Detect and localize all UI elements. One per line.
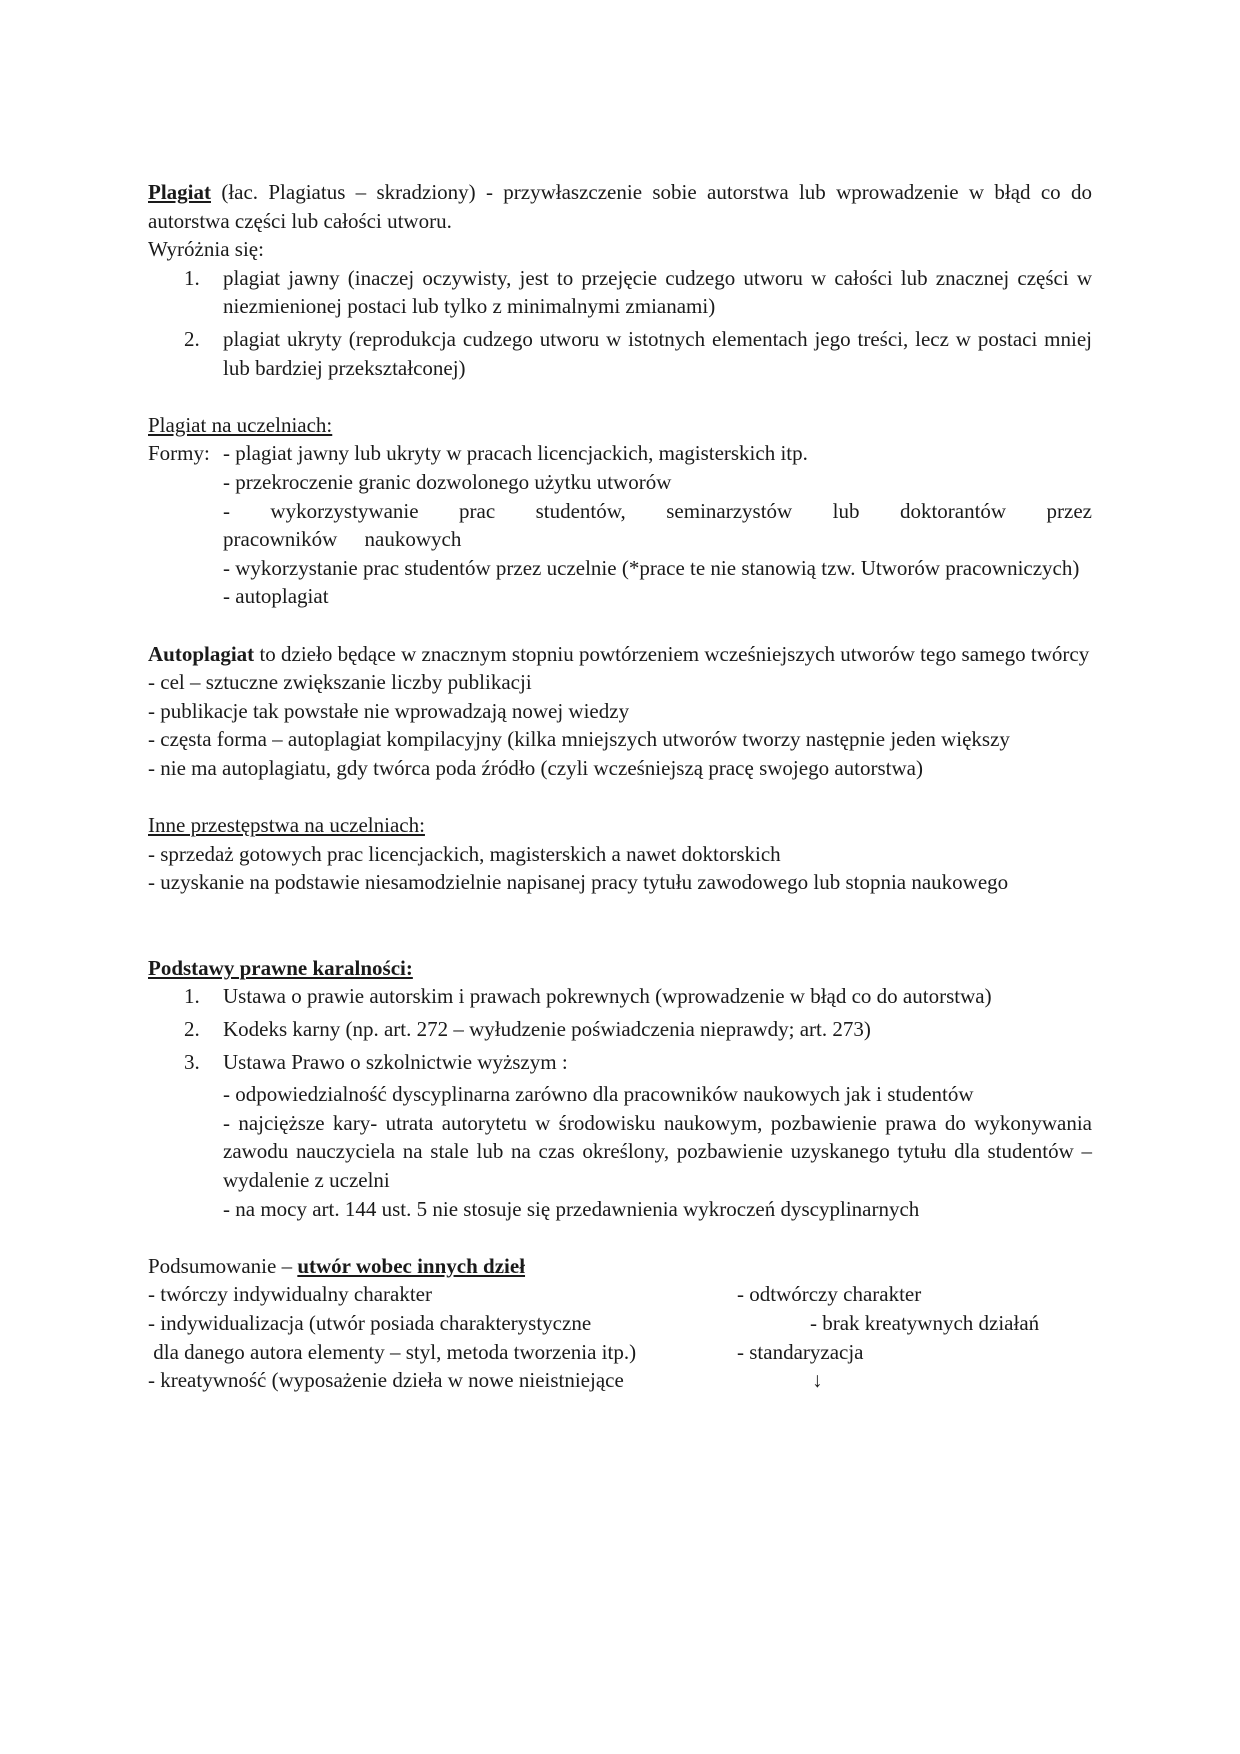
autoplagiat-point: - częsta forma – autoplagiat kompilacyjny (kilka mniejszych utworów tworzy następnie jeden większy (148, 727, 1010, 752)
term-autoplagiat: Autoplagiat (148, 641, 255, 666)
forms-item: - plagiat jawny lub ukryty w pracach licencjackich, magisterskich itp. (223, 441, 808, 466)
document-body (148, 178, 1092, 1395)
list-text: Ustawa Prawo o szkolnictwie wyższym : (223, 1049, 568, 1074)
section-heading-uczelnie: Plagiat na uczelniach: (148, 412, 333, 437)
list-text: plagiat jawny (inaczej oczywisty, jest to przejęcie cudzego utworu w całości lub znacznej części w niezmienionej postaci lub tylko z minimalnymi zmianami) (223, 265, 1092, 319)
spacer (148, 897, 1092, 954)
summary-label: Podsumowanie – (148, 1253, 298, 1278)
list-number: 2. (184, 326, 200, 351)
plagiat-types-list (148, 264, 1092, 382)
forms-item: - autoplagiat (223, 584, 329, 609)
section-heading-inne: Inne przestępstwa na uczelniach: (148, 813, 425, 838)
list-item (148, 982, 1092, 1011)
section-heading-podstawy: Podstawy prawne karalności: (148, 955, 413, 980)
list-number: 1. (184, 265, 200, 290)
summary-row (148, 1309, 1092, 1338)
summary-right: - standaryzacja (737, 1339, 864, 1364)
list-item (148, 1048, 1092, 1077)
inne-point: - sprzedaż gotowych prac licencjackich, magisterskich a nawet doktorskich (148, 841, 781, 866)
summary-left: - twórczy indywidualny charakter (148, 1282, 432, 1307)
list-item (148, 264, 1092, 321)
podstawy-subpoints (148, 1080, 1092, 1223)
autoplagiat-point: - publikacje tak powstałe nie wprowadzają nowej wiedzy (148, 698, 630, 723)
spacer (148, 782, 1092, 811)
summary-row (148, 1280, 1092, 1309)
podstawy-subpoint: - najcięższe kary- utrata autorytetu w środowisku naukowym, pozbawienie prawa do wykonywania zawodu nauczyciela na stale lub na czas określony, pozbawienie uzyskanego tytułu dla studentów – wydalenie z uczelni (223, 1110, 1092, 1192)
spacer (148, 611, 1092, 640)
distinguish-label: Wyróżnia się: (148, 237, 264, 262)
autoplagiat-point: - nie ma autoplagiatu, gdy twórca poda źródło (czyli wcześniejszą pracę swojego autorstwa) (148, 755, 923, 780)
list-item (148, 1015, 1092, 1044)
term-plagiat: Plagiat (148, 180, 211, 204)
inne-point: - uzyskanie na podstawie niesamodzielnie napisanej pracy tytułu zawodowego lub stopnia naukowego (148, 870, 1009, 895)
forms-label: Formy: (148, 441, 210, 466)
autoplagiat-definition (148, 640, 1092, 669)
forms-item: - wykorzystanie prac studentów przez uczelnie (*prace te nie stanowią tzw. Utworów pracowniczych) (223, 555, 1080, 580)
forms-row (148, 439, 1092, 468)
summary-left: - kreatywność (wyposażenie dzieła w nowe nieistniejące (148, 1368, 624, 1393)
list-item (148, 325, 1092, 382)
spacer (148, 382, 1092, 411)
summary-right: - odtwórczy charakter (737, 1282, 922, 1307)
list-number: 1. (184, 984, 200, 1009)
forms-item: - przekroczenie granic dozwolonego użytku utworów (223, 469, 672, 494)
summary-row (148, 1366, 1092, 1395)
list-text: Ustawa o prawie autorskim i prawach pokrewnych (wprowadzenie w błąd co do autorstwa) (223, 984, 992, 1009)
spacer (148, 1223, 1092, 1252)
podstawy-subpoint: - odpowiedzialność dyscyplinarna zarówno dla pracowników naukowych jak i studentów (223, 1082, 974, 1107)
summary-left: - indywidualizacja (utwór posiada charakterystyczne (148, 1310, 592, 1335)
summary-row (148, 1338, 1092, 1367)
summary-heading (148, 1252, 1092, 1281)
summary-left: dla danego autora elementy – styl, metoda tworzenia itp.) (148, 1339, 637, 1364)
list-number: 2. (184, 1017, 200, 1042)
autoplagiat-point: - cel – sztuczne zwiększanie liczby publikacji (148, 670, 532, 695)
forms-item: - wykorzystywanie prac studentów, seminarzystów lub doktorantów przez pracowników naukowych (223, 498, 1092, 552)
arrow-down-icon: ↓ (812, 1368, 823, 1393)
autoplagiat-definition-text: to dzieło będące w znacznym stopniu powtórzeniem wcześniejszych utworów tego samego twórcy (254, 641, 1090, 666)
list-number: 3. (184, 1049, 200, 1074)
list-text: plagiat ukryty (reprodukcja cudzego utworu w istotnych elementach jego treści, lecz w postaci mniej lub bardziej przekształconej) (223, 326, 1092, 380)
summary-title: utwór wobec innych dzieł (297, 1253, 526, 1278)
plagiat-definition-text: (łac. Plagiatus – skradziony) - przywłaszczenie sobie autorstwa lub wprowadzenie w błąd co do autorstwa części lub całości utworu. (148, 180, 1092, 233)
summary-right: - brak kreatywnych działań (810, 1310, 1040, 1335)
podstawy-subpoint: - na mocy art. 144 ust. 5 nie stosuje się przedawnienia wykroczeń dyscyplinarnych (223, 1196, 920, 1221)
plagiat-definition (148, 178, 1092, 235)
podstawy-list (148, 982, 1092, 1076)
list-text: Kodeks karny (np. art. 272 – wyłudzenie poświadczenia nieprawdy; art. 273) (223, 1017, 871, 1042)
